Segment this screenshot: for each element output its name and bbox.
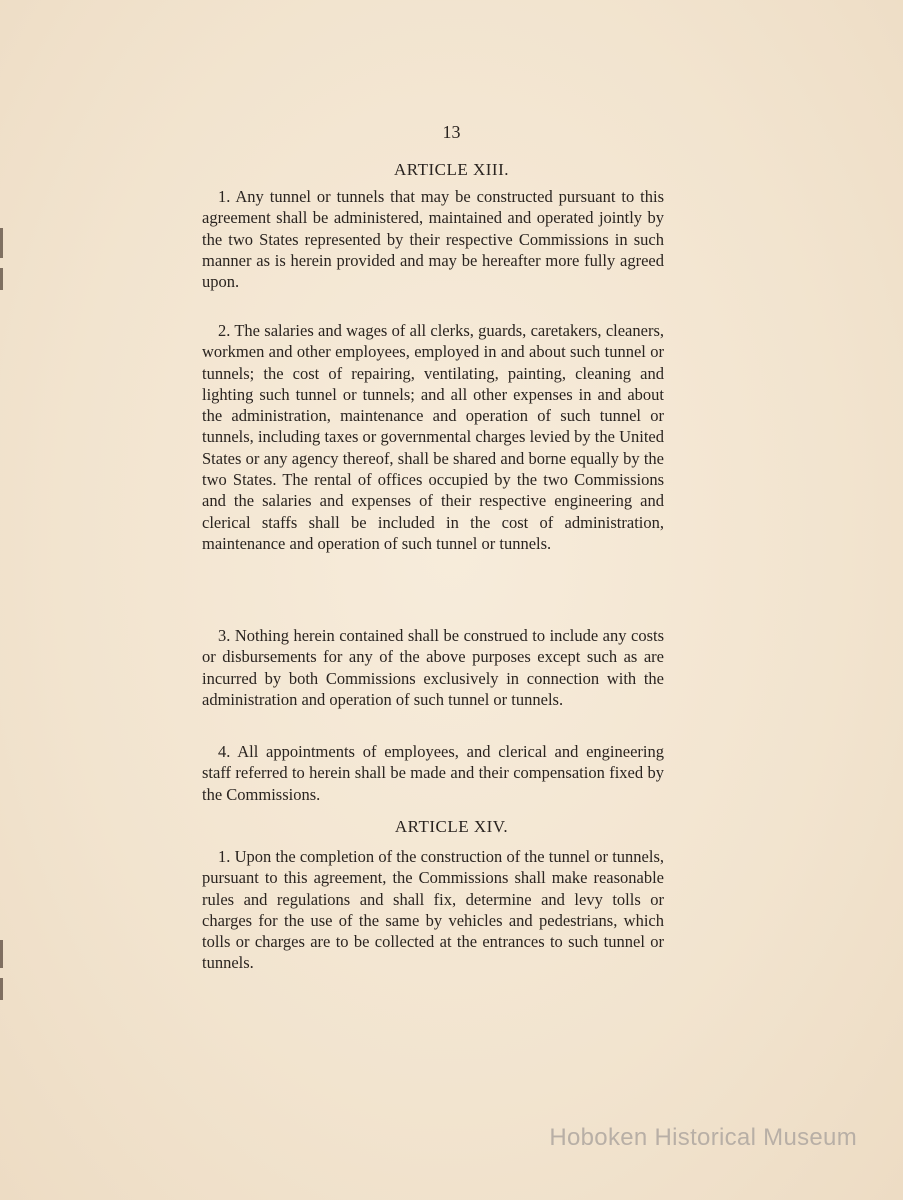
page-number: 13	[442, 122, 461, 142]
binding-mark	[0, 978, 3, 1000]
article-xiv-paragraph-1: 1. Upon the completion of the construction of the tunnel or tunnels, pursuant to this agreement, the Commissions shall make reasonable rules and regulations and shall fix, determine and levy tolls or charges for the use of the same by vehicles and pedestrians, which tolls or charges are to be collected at the entrances to such tunnel or tunnels.	[202, 847, 664, 973]
article-xiv-heading: ARTICLE XIV.	[394, 817, 509, 836]
article-xiii-paragraph-1: 1. Any tunnel or tunnels that may be constructed pursuant to this agreement shall be administered, maintained and operated jointly by the two States represented by their respective Commissions in such manner as is herein provided and may be hereafter more fully agreed upon.	[202, 187, 664, 292]
article-xiii-heading: ARTICLE XIII.	[393, 160, 509, 179]
binding-mark	[0, 940, 3, 968]
article-xiii-paragraph-3: 3. Nothing herein contained shall be construed to include any costs or disbursements for any of the above purposes except such as are incurred by both Commissions exclusively in connection with the administration and operation of such tunnel or tunnels.	[202, 626, 664, 709]
article-xiii-paragraph-2: 2. The salaries and wages of all clerks, guards, caretakers, cleaners, workmen and other employees, employed in and about such tunnel or tunnels; the cost of repairing, ventilating, painting, cleaning and lighting such tunnel or tunnels; and all other expenses in and about the administration, maintenance and operation of such tunnel or tunnels, including taxes or governmental charges levied by the United States or any agency thereof, shall be shared and borne equally by the two States. The rental of offices occupied by the two Commissions and the salaries and expenses of their respective engineering and clerical staffs shall be included in the cost of administration, maintenance and operation of such tunnel or tunnels.	[202, 321, 664, 553]
binding-mark	[0, 268, 3, 290]
museum-watermark: Hoboken Historical Museum	[549, 1124, 857, 1151]
article-xiii-paragraph-4: 4. All appointments of employees, and clerical and engineering staff referred to herein shall be made and their compensation fixed by the Commissions.	[202, 742, 664, 804]
binding-mark	[0, 228, 3, 258]
